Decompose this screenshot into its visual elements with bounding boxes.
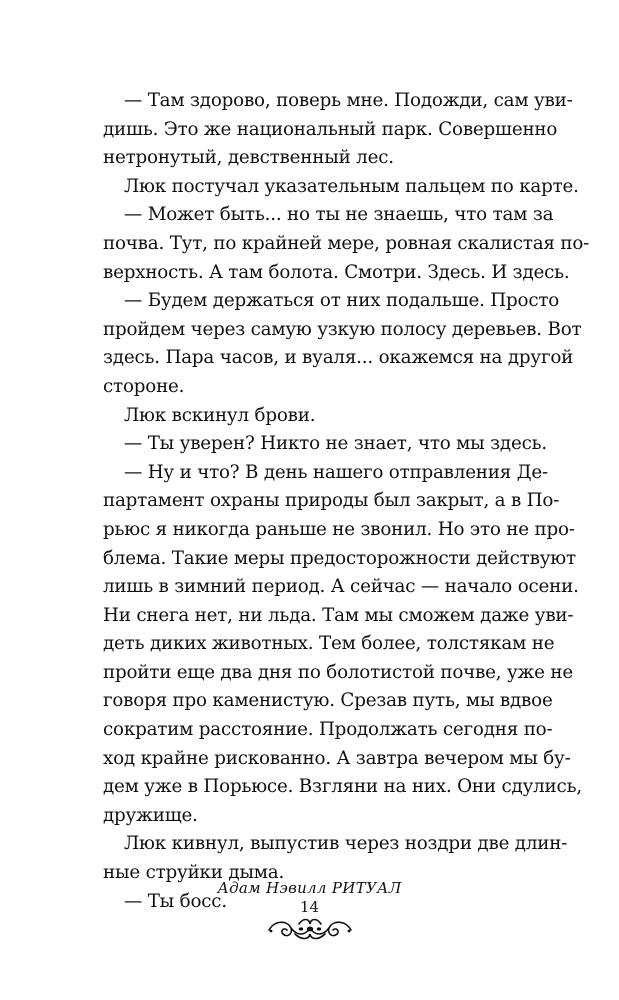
page-footer <box>0 878 619 942</box>
text-line: здесь. Пара часов, и вуаля... окажемся на другой <box>103 347 574 369</box>
text-line: деть диких животных. Тем более, толстякам не <box>103 633 555 655</box>
page-number: 14 <box>299 898 320 916</box>
text-line: Люк вскинул брови. <box>124 404 316 426</box>
text-line: — Может быть... но ты не знаешь, что там за <box>124 204 554 226</box>
text-line: говоря про каменистую. Срезав путь, мы вдвое <box>103 690 553 712</box>
text-line: сократим расстояние. Продолжать сегодня по- <box>103 719 553 741</box>
text-line: — Ты уверен? Никто не знает, что мы здесь. <box>124 433 547 455</box>
text-line: верхность. А там болота. Смотри. Здесь. И здесь. <box>103 261 570 283</box>
body-text <box>103 87 590 916</box>
text-line: стороне. <box>103 375 185 397</box>
text-line: нетронутый, девственный лес. <box>103 147 394 169</box>
text-line: дишь. Это же национальный парк. Совершенно <box>103 118 558 140</box>
text-line: пройдем через самую узкую полосу деревьев. Вот <box>103 318 582 340</box>
text-line: — Ну и что? В день нашего отправления Де- <box>124 461 548 483</box>
text-line: пройти еще два дня по болотистой почве, уже не <box>103 661 573 683</box>
text-line: Люк кивнул, выпустив через ноздри две длин- <box>124 833 568 855</box>
text-line: — Будем держаться от них подальше. Просто <box>124 290 560 312</box>
text-line: дем уже в Порьюсе. Взгляни на них. Они сдулись, <box>103 776 582 798</box>
text-line: ход крайне рискованно. А завтра вечером мы бу- <box>103 747 571 769</box>
running-title: Адам Нэвилл РИТУАЛ <box>217 879 402 897</box>
text-line: — Ты босс. <box>124 890 227 912</box>
text-line: дружище. <box>103 804 198 826</box>
text-line: Ни снега нет, ни льда. Там мы сможем даже уви- <box>103 604 574 626</box>
text-line: почва. Тут, по крайней мере, ровная скалистая по- <box>103 232 590 254</box>
text-line: партамент охраны природы был закрыт, а в По- <box>103 490 560 512</box>
text-line: Люк постучал указательным пальцем по карте. <box>124 175 579 197</box>
text-line: блема. Такие меры предосторожности действуют <box>103 547 576 569</box>
text-line: рьюс я никогда раньше не звонил. Но это не про- <box>103 518 575 540</box>
text-line: лишь в зимний период. А сейчас — начало осени. <box>103 576 579 598</box>
text-line: — Там здорово, поверь мне. Подожди, сам уви- <box>124 90 573 111</box>
text-line: ные струйки дыма. <box>103 862 285 884</box>
flourish-ornament-icon <box>265 916 355 942</box>
